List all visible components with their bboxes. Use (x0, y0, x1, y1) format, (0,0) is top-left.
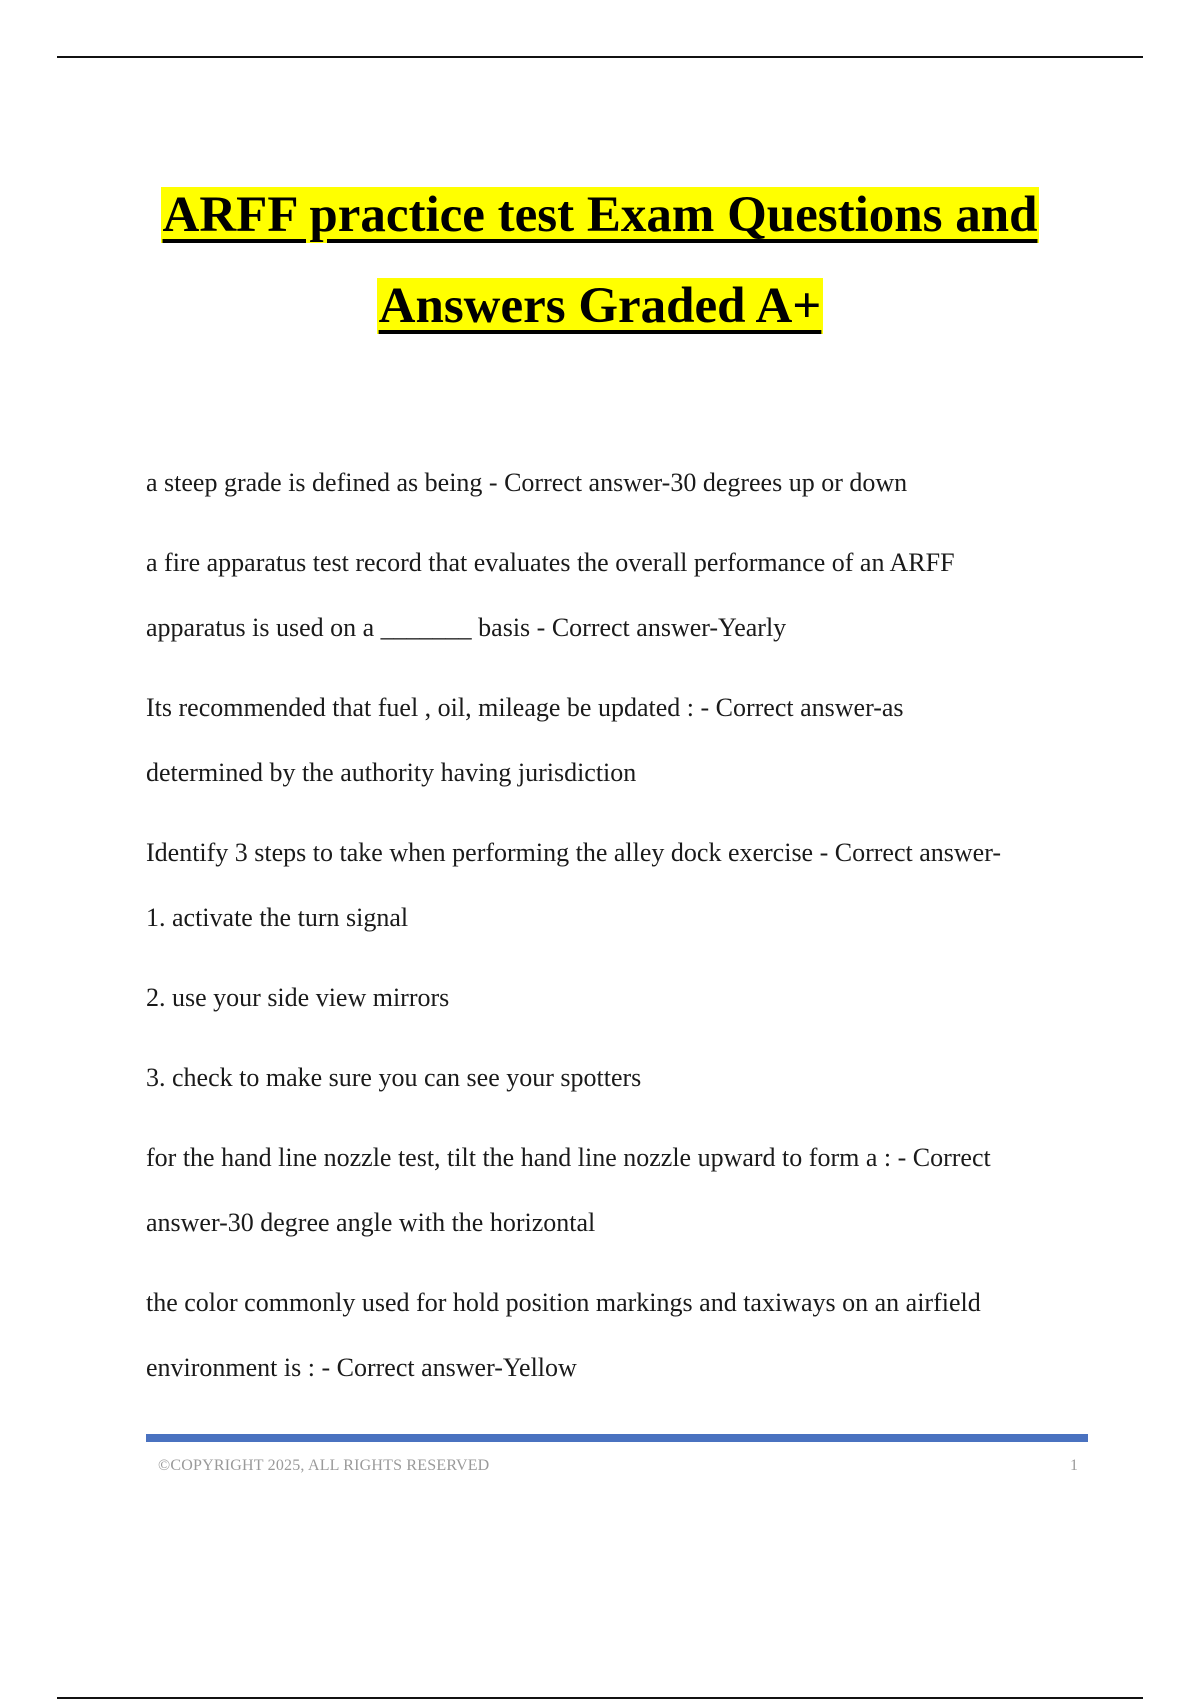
footer-copyright: ©COPYRIGHT 2025, ALL RIGHTS RESERVED (158, 1457, 490, 1474)
qa-line: environment is : - Correct answer-Yellow (146, 1353, 577, 1382)
qa-line: 3. check to make sure you can see your spotters (146, 1063, 642, 1092)
title-line-2: Answers Graded A+ (378, 278, 822, 334)
title-line-1: ARFF practice test Exam Questions and (162, 187, 1038, 243)
page-number: 1 (1070, 1457, 1078, 1474)
document-title (100, 170, 1100, 352)
qa-line: 2. use your side view mirrors (146, 983, 450, 1012)
qa-line: apparatus is used on a _______ basis - Correct answer-Yearly (146, 613, 787, 642)
qa-list (146, 450, 1096, 1400)
qa-line: a fire apparatus test record that evaluates the overall performance of an ARFF (146, 548, 955, 577)
qa-line: the color commonly used for hold position markings and taxiways on an airfield (146, 1288, 981, 1317)
qa-line: a steep grade is defined as being - Correct answer-30 degrees up or down (146, 468, 908, 497)
qa-line: Its recommended that fuel , oil, mileage be updated : - Correct answer-as (146, 693, 904, 722)
bottom-rule (57, 1697, 1143, 1699)
qa-line: determined by the authority having jurisdiction (146, 758, 637, 787)
qa-line: 1. activate the turn signal (146, 903, 409, 932)
qa-line: Identify 3 steps to take when performing the alley dock exercise - Correct answer- (146, 838, 1001, 867)
header-rule (57, 56, 1143, 58)
qa-line: for the hand line nozzle test, tilt the hand line nozzle upward to form a : - Correct (146, 1143, 991, 1172)
footer-bar (146, 1434, 1088, 1442)
qa-line: answer-30 degree angle with the horizontal (146, 1208, 596, 1237)
